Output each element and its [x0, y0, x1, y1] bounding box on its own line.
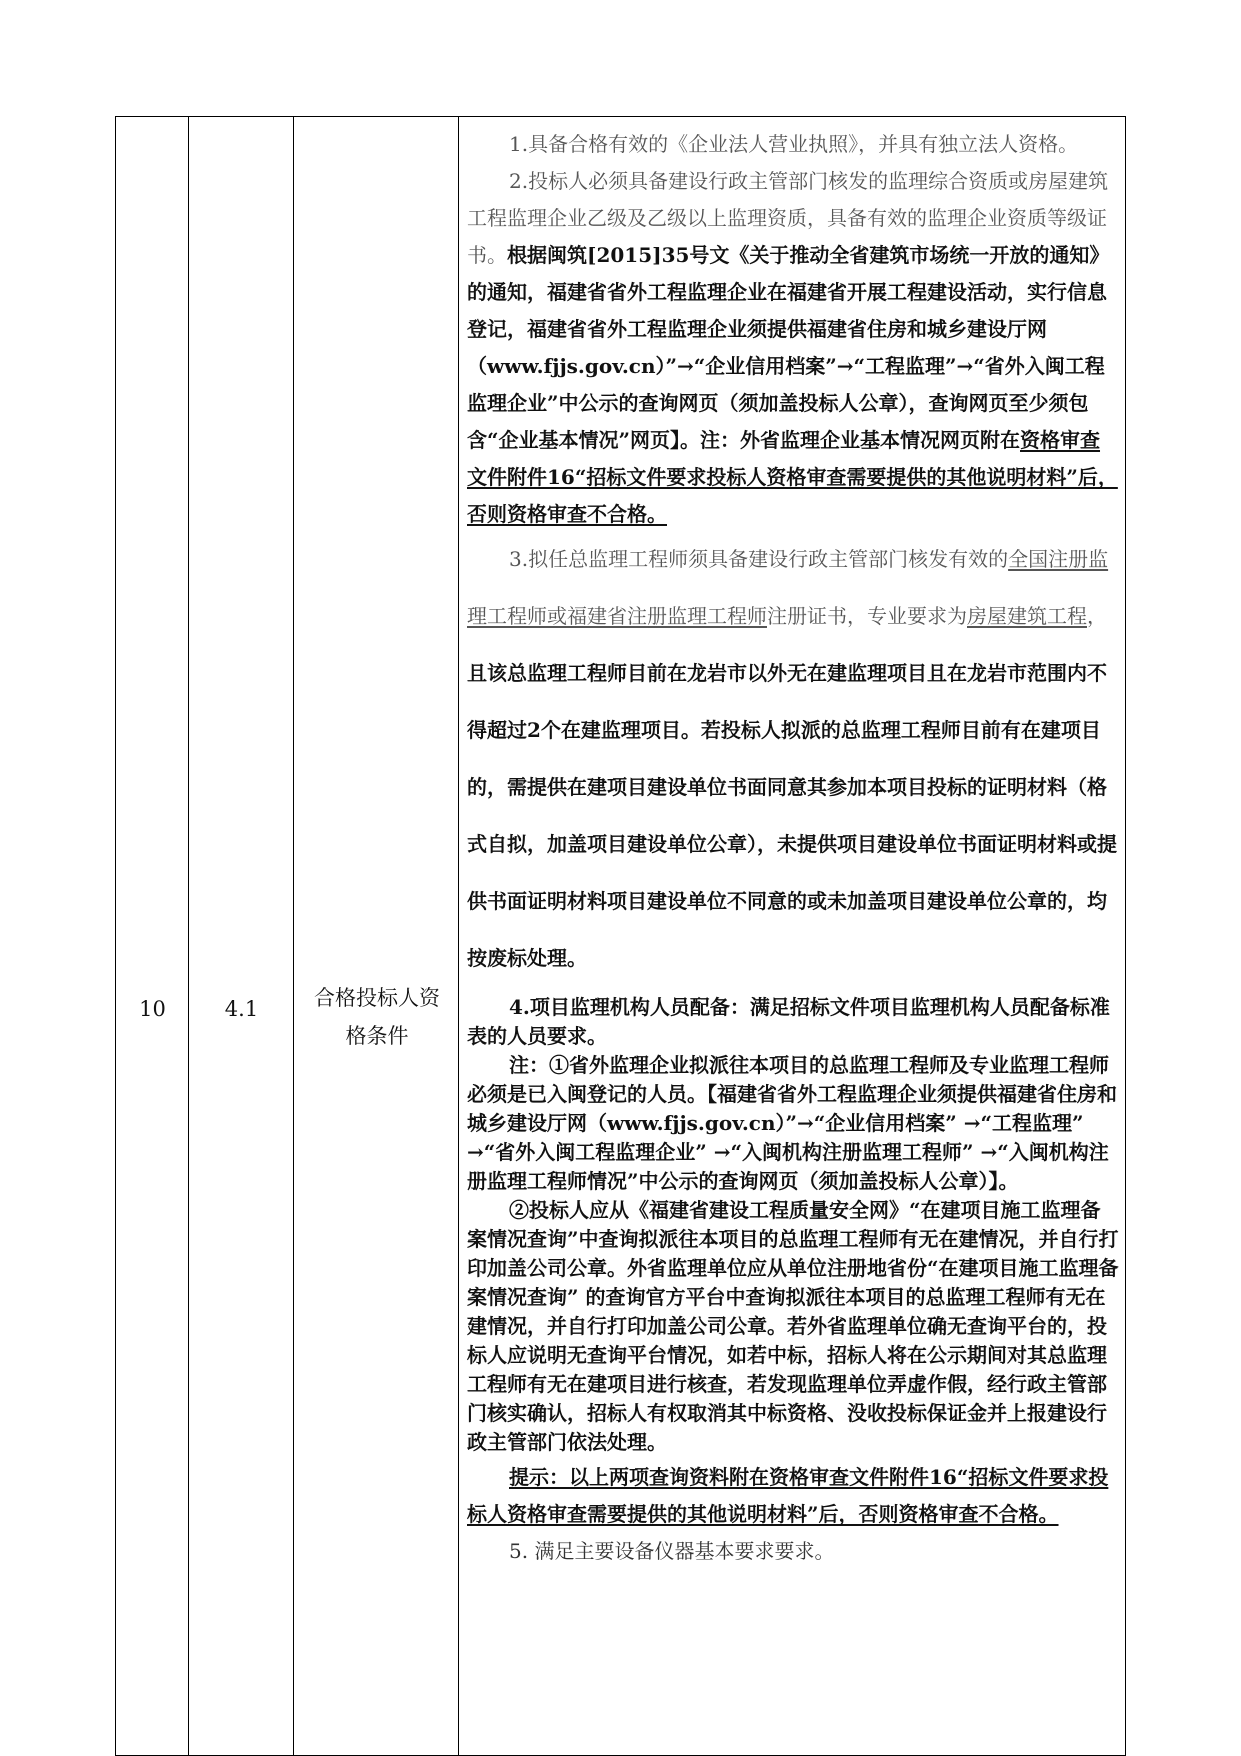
column-clause [189, 117, 294, 1755]
requirement-3-conditions: 且该总监理工程师目前在龙岩市以外无在建监理项目且在龙岩市范围内不得超过2个在建监理项目。若投标人拟派的总监理工程师目前有在建项目的，需提供在建项目建设单位书面同意其参加本项目投标的证明材料（格式自拟，加盖项目建设单位公章），未提供项目建设单位书面证明材料或提供书面证明材料项目建设单位不同意的或未加盖项目建设单位公章的，均按废标处理。 [467, 661, 1117, 970]
requirement-5: 5. 满足主要设备仪器基本要求要求。 [509, 1539, 835, 1563]
tip: 提示：以上两项查询资料附在资格审查文件附件16“招标文件要求投标人资格审查需要提供的其他说明材料”后，否则资格审查不合格。 [467, 1465, 1109, 1526]
note-1: 注：①省外监理企业拟派往本项目的总监理工程师及专业监理工程师必须是已入闽登记的人员。【福建省省外工程监理企业须提供福建省住房和城乡建设厅网（www.fjjs.gov.cn）”→“企业信用档案” →“工程监理” →“省外入闽工程监理企业” →“入闽机构注册监理工程师” →“入闽机构注册监理工程师情况”中公示的查询网页（须加盖投标人公章）】。 [467, 1053, 1117, 1193]
row-title [308, 979, 446, 1055]
requirement-3 [467, 531, 1119, 987]
requirement-3-specialty: 房屋建筑工程 [967, 604, 1087, 628]
requirement-4: 4.项目监理机构人员配备：满足招标文件项目监理机构人员配备标准表的人员要求。 [467, 995, 1110, 1048]
column-number [116, 117, 189, 1755]
requirement-2-qualification: 2.投标人必须具备建设行政主管部门核发的监理综合资质或房屋建筑工程监理企业乙级及乙级以上监理资质，具备有效的监理企业资质等级证书。 [467, 169, 1109, 267]
note-2: ②投标人应从《福建省建设工程质量安全网》“在建项目施工监理备案情况查询”中查询拟派往本项目的总监理工程师有无在建情况，并自行打印加盖公司公章。外省监理单位应从单位注册地省份“在建项目施工监理备案情况查询” 的查询官方平台中查询拟派往本项目的总监理工程师有无在建情况，并自行打印加盖公司公章。若外省监理单位确无查询平台的，投标人应说明无查询平台情况，如若中标，招标人将在公示期间对其总监理工程师有无在建项目进行核查，若发现监理单位弄虚作假，经行政主管部门核实确认，招标人有权取消其中标资格、没收投标保证金并上报建设行政主管部门依法处理。 [467, 1198, 1119, 1454]
row-number: 10 [139, 997, 166, 1021]
requirement-3-intro: 3.拟任总监理工程师须具备建设行政主管部门核发有效的 [509, 547, 1009, 571]
requirement-1: 1.具备合格有效的《企业法人营业执照》，并具有独立法人资格。 [509, 132, 1079, 156]
requirement-3-certificate: 全国注册监理工程师或福建省注册监理工程师 [467, 547, 1109, 628]
row-title-line1: 合格投标人资 [314, 986, 440, 1010]
requirement-2-note: 注：外省监理企业基本情况网页附在 [700, 428, 1021, 452]
qualification-table [115, 116, 1126, 1756]
requirement-3-specialty-label: 注册证书，专业要求为 [767, 604, 967, 628]
column-title [294, 117, 459, 1755]
requirements-content [467, 126, 1119, 1570]
row-title-line2: 格条件 [345, 1024, 409, 1048]
requirement-2-notice: 根据闽筑[2015]35号文《关于推动全省建筑市场统一开放的通知》的通知，福建省省外工程监理企业在福建省开展工程建设活动，实行信息登记，福建省省外工程监理企业须提供福建省住房和城乡建设厅网（www.fjjs.gov.cn）”→“企业信用档案”→“工程监理”→“省外入闽工程监理企业”中公示的查询网页（须加盖投标人公章），查询网页至少须包含“企业基本情况”网页】。 [467, 243, 1110, 452]
clause-number: 4.1 [224, 997, 259, 1021]
requirement-2-attachment: 资格审查文件附件16“招标文件要求投标人资格审查需要提供的其他说明材料”后，否则资格审查不合格。 [467, 428, 1118, 526]
requirement-3-comma: ， [1087, 604, 1107, 628]
requirement-2 [467, 163, 1119, 533]
